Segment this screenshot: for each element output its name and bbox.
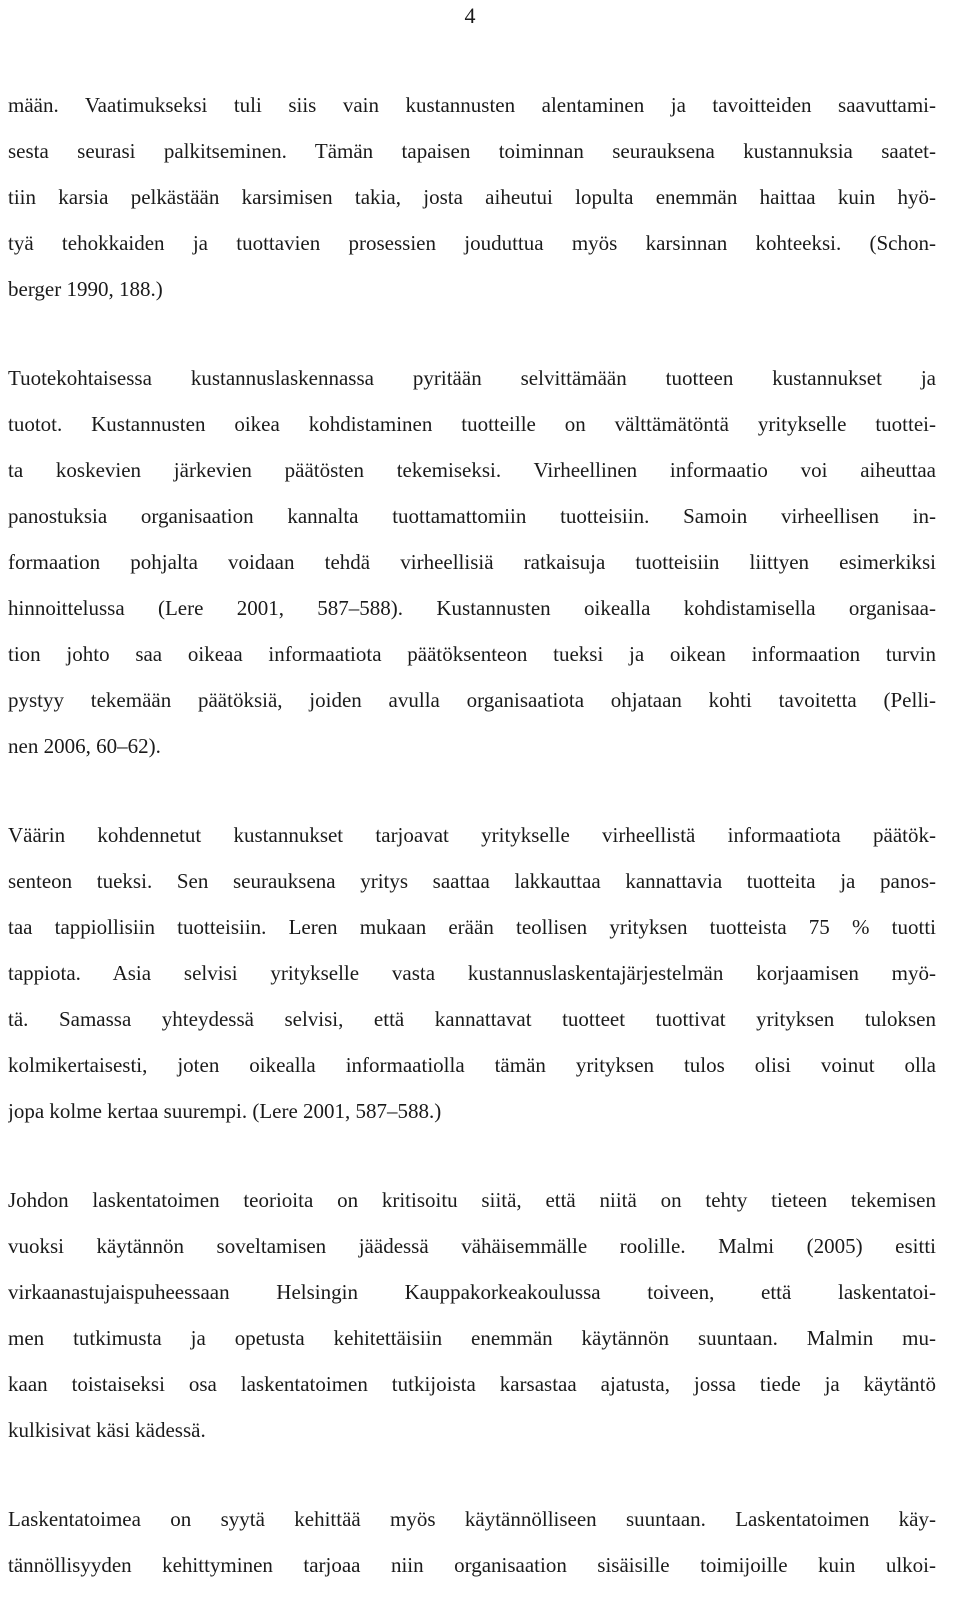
text-line: virkaanastujaispuheessaan Helsingin Kauppakorkeakoulussa toiveen, että laskentatoi- [8, 1280, 936, 1304]
text-line: vuoksi käytännön soveltamisen jäädessä vähäisemmälle roolille. Malmi (2005) esitti [8, 1234, 936, 1258]
paragraph-2 [8, 355, 936, 769]
page-number: 4 [464, 3, 476, 28]
paragraph-spacer [8, 312, 936, 355]
text-line: jopa kolme kertaa suurempi. (Lere 2001, 587–588.) [8, 1099, 442, 1123]
text-line: berger 1990, 188.) [8, 277, 163, 301]
text-line: tiin karsia pelkästään karsimisen takia, josta aiheutui lopulta enemmän haittaa kuin hyö- [8, 185, 936, 209]
text-line: panostuksia organisaation kannalta tuottamattomiin tuotteisiin. Samoin virheellisen in- [8, 504, 936, 528]
paragraph-spacer [8, 1134, 936, 1177]
text-line: sesta seurasi palkitseminen. Tämän tapaisen toiminnan seurauksena kustannuksia saatet- [8, 139, 936, 163]
text-line: Johdon laskentatoimen teorioita on kritisoitu siitä, että niitä on tehty tieteen tekemisen [8, 1188, 936, 1212]
text-line: tännöllisyyden kehittyminen tarjoaa niin organisaation sisäisille toimijoille kuin ulkoi- [8, 1553, 936, 1577]
text-line: tä. Samassa yhteydessä selvisi, että kannattavat tuotteet tuottivat yrityksen tuloksen [8, 1007, 936, 1031]
text-line: formaation pohjalta voidaan tehdä virheellisiä ratkaisuja tuotteisiin liittyen esimerkiksi [8, 550, 936, 574]
paragraph-3 [8, 812, 936, 1134]
paragraph-spacer [8, 769, 936, 812]
text-line: pystyy tekemään päätöksiä, joiden avulla organisaatiota ohjataan kohti tavoitetta (Pelli- [8, 688, 936, 712]
text-line: tion johto saa oikeaa informaatiota päätöksenteon tueksi ja oikean informaation turvin [8, 642, 936, 666]
text-line: tuotot. Kustannusten oikea kohdistaminen tuotteille on välttämätöntä yritykselle tuottei- [8, 412, 936, 436]
text-line: kulkisivat käsi kädessä. [8, 1418, 206, 1442]
text-line: mään. Vaatimukseksi tuli siis vain kustannusten alentaminen ja tavoitteiden saavuttami- [8, 93, 936, 117]
text-line: Laskentatoimea on syytä kehittää myös käytännölliseen suuntaan. Laskentatoimen käy- [8, 1507, 936, 1531]
text-line: tappiota. Asia selvisi yritykselle vasta kustannuslaskentajärjestelmän korjaamisen myö- [8, 961, 936, 985]
text-line: kolmikertaisesti, joten oikealla informaatiolla tämän yrityksen tulos olisi voinut olla [8, 1053, 936, 1077]
text-line: men tutkimusta ja opetusta kehitettäisiin enemmän käytännön suuntaan. Malmin mu- [8, 1326, 936, 1350]
text-line: senteon tueksi. Sen seurauksena yritys saattaa lakkauttaa kannattavia tuotteita ja panos- [8, 869, 936, 893]
paragraph-1 [8, 82, 936, 312]
text-line: Tuotekohtaisessa kustannuslaskennassa pyritään selvittämään tuotteen kustannukset ja [8, 366, 936, 390]
paragraph-4 [8, 1177, 936, 1453]
document-body [8, 82, 936, 1588]
paragraph-5 [8, 1496, 936, 1588]
text-line: nen 2006, 60–62). [8, 734, 161, 758]
text-line: hinnoittelussa (Lere 2001, 587–588). Kustannusten oikealla kohdistamisella organisaa- [8, 596, 936, 620]
text-line: taa tappiollisiin tuotteisiin. Leren mukaan erään teollisen yrityksen tuotteista 75 % tuotti [8, 915, 936, 939]
paragraph-spacer [8, 1453, 936, 1496]
text-line: tyä tehokkaiden ja tuottavien prosessien jouduttua myös karsinnan kohteeksi. (Schon- [8, 231, 936, 255]
text-line: ta koskevien järkevien päätösten tekemiseksi. Virheellinen informaatio voi aiheuttaa [8, 458, 936, 482]
text-line: kaan toistaiseksi osa laskentatoimen tutkijoista karsastaa ajatusta, jossa tiede ja käytäntö [8, 1372, 936, 1396]
text-line: Väärin kohdennetut kustannukset tarjoavat yritykselle virheellistä informaatiota päätök- [8, 823, 936, 847]
